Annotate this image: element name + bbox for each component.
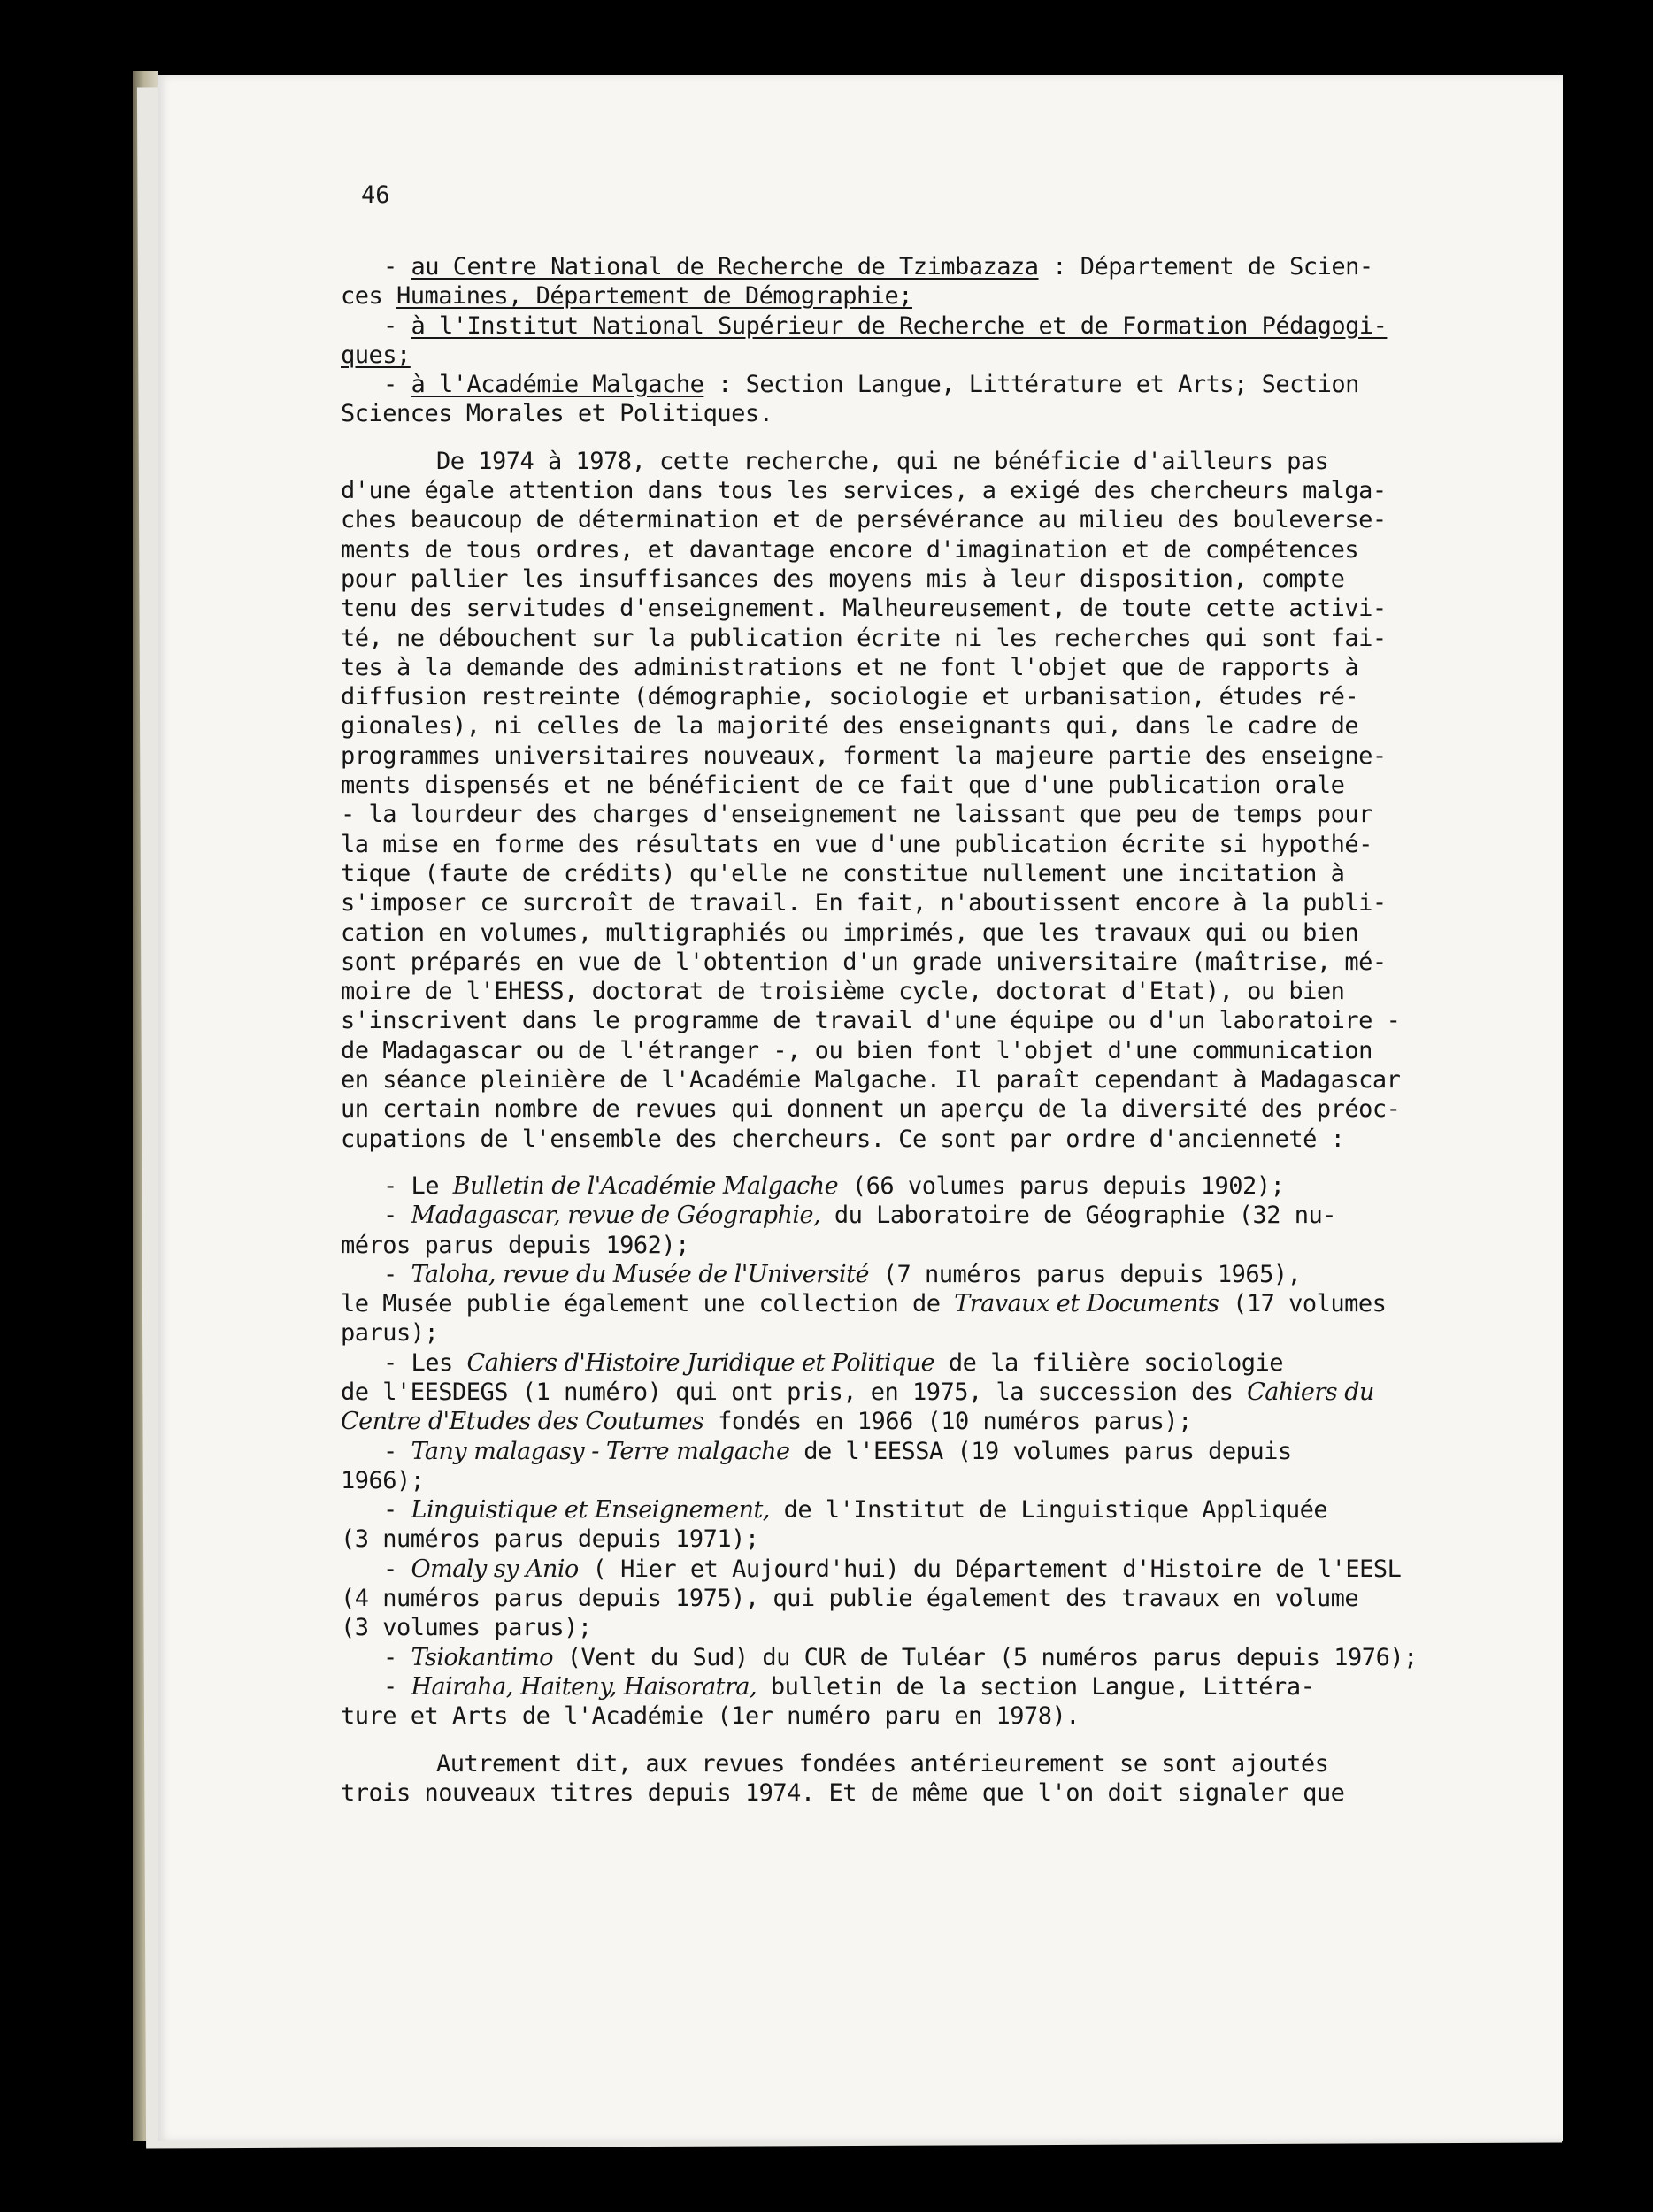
text-line (341, 1555, 1460, 1584)
text-segment: - (383, 371, 411, 399)
text-segment: (3 numéros parus depuis 1971); (341, 1525, 759, 1554)
text-segment: : Section Langue, Littérature et Arts; Section (703, 371, 1359, 399)
text-segment: - Le (383, 1171, 453, 1200)
text-line (341, 1407, 1460, 1436)
body-text (341, 252, 1460, 1808)
italic-title: Centre d'Etudes des Coutumes (341, 1408, 704, 1436)
text-line (341, 1289, 1460, 1318)
text-segment: - (383, 1496, 411, 1525)
text-segment: (3 volumes parus); (341, 1614, 592, 1642)
text-line (341, 859, 1460, 888)
text-segment: tes à la demande des administrations et ne font l'objet que de rapports à (341, 653, 1359, 681)
text-line (341, 771, 1460, 800)
text-segment: diffusion restreinte (démographie, sociologie et urbanisation, études ré- (341, 683, 1359, 711)
underlined-text: au Centre National de Recherche de Tzimbazaza (411, 253, 1039, 280)
text-segment: du Laboratoire de Géographie (32 nu- (820, 1202, 1337, 1230)
text-line (341, 1201, 1460, 1230)
text-line (341, 1036, 1460, 1065)
text-segment: s'inscrivent dans le programme de travail d'une équipe ou d'un laboratoire - (341, 1007, 1401, 1035)
text-segment: ches beaucoup de détermination et de persévérance au milieu des bouleverse- (341, 506, 1387, 534)
text-segment: cupations de l'ensemble des chercheurs. Ce sont par ordre d'ancienneté : (341, 1125, 1345, 1153)
text-line (341, 1171, 1460, 1201)
text-line (341, 1613, 1460, 1642)
underlined-text: à l'Académie Malgache (411, 371, 704, 399)
text-line (341, 741, 1460, 771)
text-segment: ces (341, 282, 397, 311)
text-segment: - (383, 1672, 411, 1701)
italic-title: Cahiers du (1247, 1378, 1374, 1406)
text-line (341, 1749, 1460, 1778)
italic-title: Tany malagasy - Terre malgache (411, 1437, 790, 1465)
text-line (341, 888, 1460, 918)
text-line (341, 1318, 1460, 1348)
text-segment: cation en volumes, multigraphiés ou imprimés, que les travaux qui ou bien (341, 918, 1359, 947)
text-segment: pour pallier les insuffisances des moyens mis à leur disposition, compte (341, 565, 1345, 593)
paragraph-gap (341, 429, 1460, 447)
text-line (341, 1466, 1460, 1495)
italic-title: Taloha, revue du Musée de l'Université (411, 1260, 869, 1288)
text-line (341, 399, 1460, 428)
text-line (341, 800, 1460, 829)
text-segment: Sciences Morales et Politiques. (341, 400, 773, 428)
text-line (341, 476, 1460, 505)
text-line (341, 711, 1460, 741)
text-segment: (4 numéros parus depuis 1975), qui publie également des travaux en volume (341, 1585, 1359, 1613)
italic-title: Travaux et Documents (954, 1290, 1219, 1318)
text-segment: de l'Institut de Linguistique Appliquée (769, 1496, 1328, 1525)
text-line (341, 447, 1460, 476)
italic-title: Bulletin de l'Académie Malgache (452, 1171, 839, 1200)
text-segment: (66 volumes parus depuis 1902); (838, 1171, 1285, 1200)
text-segment: de l'EESDEGS (1 numéro) qui ont pris, en 1975, la succession des (341, 1378, 1248, 1406)
text-segment: De 1974 à 1978, cette recherche, qui ne bénéficie d'ailleurs pas (436, 447, 1329, 475)
paragraph-gap (341, 1154, 1460, 1171)
italic-title: Madagascar, revue de Géographie, (411, 1202, 821, 1230)
text-segment: le Musée publie également une collection de (341, 1290, 955, 1318)
underlined-text: ques; (341, 341, 411, 369)
text-segment: méros parus depuis 1962); (341, 1231, 689, 1259)
text-segment: ments dispensés et ne bénéficient de ce fait que d'une publication orale (341, 772, 1345, 800)
text-line (341, 1006, 1460, 1035)
text-segment: (17 volumes (1219, 1290, 1387, 1318)
text-segment: - Les (383, 1348, 467, 1377)
text-line (341, 1231, 1460, 1260)
text-segment: (Vent du Sud) du CUR de Tuléar (5 numéros parus depuis 1976); (553, 1643, 1418, 1671)
underlined-text: à l'Institut National Supérieur de Recherche et de Formation Pédagogi- (411, 311, 1388, 340)
text-segment: de la filière sociologie (934, 1348, 1284, 1377)
text-line (341, 624, 1460, 653)
text-line (341, 1525, 1460, 1554)
text-segment: - (383, 1202, 411, 1230)
text-segment: de l'EESSA (19 volumes parus depuis (789, 1437, 1292, 1465)
text-segment: la mise en forme des résultats en vue d'une publication écrite si hypothé- (341, 830, 1372, 858)
text-line (341, 977, 1460, 1006)
text-segment: gionales), ni celles de la majorité des enseignants qui, dans le cadre de (341, 712, 1359, 741)
text-line (341, 341, 1460, 370)
text-segment: Autrement dit, aux revues fondées antérieurement se sont ajoutés (436, 1749, 1329, 1778)
text-line (341, 1260, 1460, 1289)
text-segment: té, ne débouchent sur la publication écrite ni les recherches qui sont fai- (341, 624, 1387, 652)
text-line (341, 505, 1460, 534)
text-line (341, 1672, 1460, 1701)
text-segment: : Département de Scien- (1038, 253, 1373, 280)
text-segment: ture et Arts de l'Académie (1er numéro paru en 1978). (341, 1702, 1080, 1731)
text-segment: 1966); (341, 1466, 425, 1494)
text-line (341, 1495, 1460, 1525)
text-line (341, 1584, 1460, 1613)
text-segment: d'une égale attention dans tous les services, a exigé des chercheurs malga- (341, 477, 1387, 505)
paragraph-gap (341, 1732, 1460, 1749)
text-line (341, 252, 1460, 281)
text-segment: tenu des servitudes d'enseignement. Malheureusement, de toute cette activi- (341, 595, 1387, 623)
text-segment: - (383, 1260, 411, 1288)
text-segment: - (383, 1555, 411, 1583)
page-number: 46 (361, 181, 390, 209)
text-line (341, 1065, 1460, 1094)
text-segment: de Madagascar ou de l'étranger -, ou bien font l'objet d'une communication (341, 1036, 1372, 1064)
text-line (341, 653, 1460, 682)
text-segment: - la lourdeur des charges d'enseignement ne laissant que peu de temps pour (341, 801, 1372, 829)
text-segment: bulletin de la section Langue, Littéra- (757, 1672, 1315, 1701)
text-segment: - (383, 311, 411, 340)
italic-title: Tsiokantimo (411, 1643, 553, 1671)
text-line (341, 1125, 1460, 1154)
italic-title: Cahiers d'Histoire Juridique et Politique (466, 1348, 935, 1377)
text-line (341, 1094, 1460, 1124)
text-line (341, 1437, 1460, 1466)
text-segment: - (383, 1437, 411, 1465)
italic-title: Omaly sy Anio (411, 1555, 579, 1583)
text-line (341, 682, 1460, 711)
text-line (341, 370, 1460, 399)
text-line (341, 830, 1460, 859)
text-segment: parus); (341, 1319, 439, 1348)
text-segment: (7 numéros parus depuis 1965), (868, 1260, 1302, 1288)
text-line (341, 281, 1460, 311)
text-line (341, 1348, 1460, 1378)
text-line (341, 1378, 1460, 1407)
text-line (341, 535, 1460, 565)
text-line (341, 594, 1460, 623)
text-line (341, 565, 1460, 594)
text-segment: moire de l'EHESS, doctorat de troisième cycle, doctorat d'Etat), ou bien (341, 978, 1345, 1006)
text-line (341, 948, 1460, 977)
text-line (341, 1701, 1460, 1731)
text-segment: un certain nombre de revues qui donnent un aperçu de la diversité des préoc- (341, 1095, 1401, 1124)
text-segment: programmes universitaires nouveaux, forment la majeure partie des enseigne- (341, 741, 1387, 770)
text-segment: tique (faute de crédits) qu'elle ne constitue nullement une incitation à (341, 859, 1345, 887)
text-segment: trois nouveaux titres depuis 1974. Et de même que l'on doit signaler que (341, 1778, 1345, 1807)
text-segment: ( Hier et Aujourd'hui) du Département d'Histoire de l'EESL (578, 1555, 1402, 1583)
text-line (341, 1778, 1460, 1808)
text-segment: - (383, 253, 411, 280)
text-segment: sont préparés en vue de l'obtention d'un grade universitaire (maîtrise, mé- (341, 948, 1387, 976)
underlined-text: Humaines, Département de Démographie; (396, 282, 912, 311)
text-segment: en séance pleinière de l'Académie Malgache. Il paraît cependant à Madagascar (341, 1066, 1401, 1094)
text-segment: fondés en 1966 (10 numéros parus); (703, 1408, 1192, 1436)
text-segment: s'imposer ce surcroît de travail. En fait, n'aboutissent encore à la publi- (341, 889, 1387, 918)
italic-title: Hairaha, Haiteny, Haisoratra, (411, 1672, 757, 1701)
text-segment: ments de tous ordres, et davantage encore d'imagination et de compétences (341, 535, 1359, 564)
text-line (341, 918, 1460, 948)
text-line (341, 311, 1460, 341)
text-line (341, 1643, 1460, 1672)
text-segment: - (383, 1643, 411, 1671)
italic-title: Linguistique et Enseignement, (411, 1496, 770, 1525)
